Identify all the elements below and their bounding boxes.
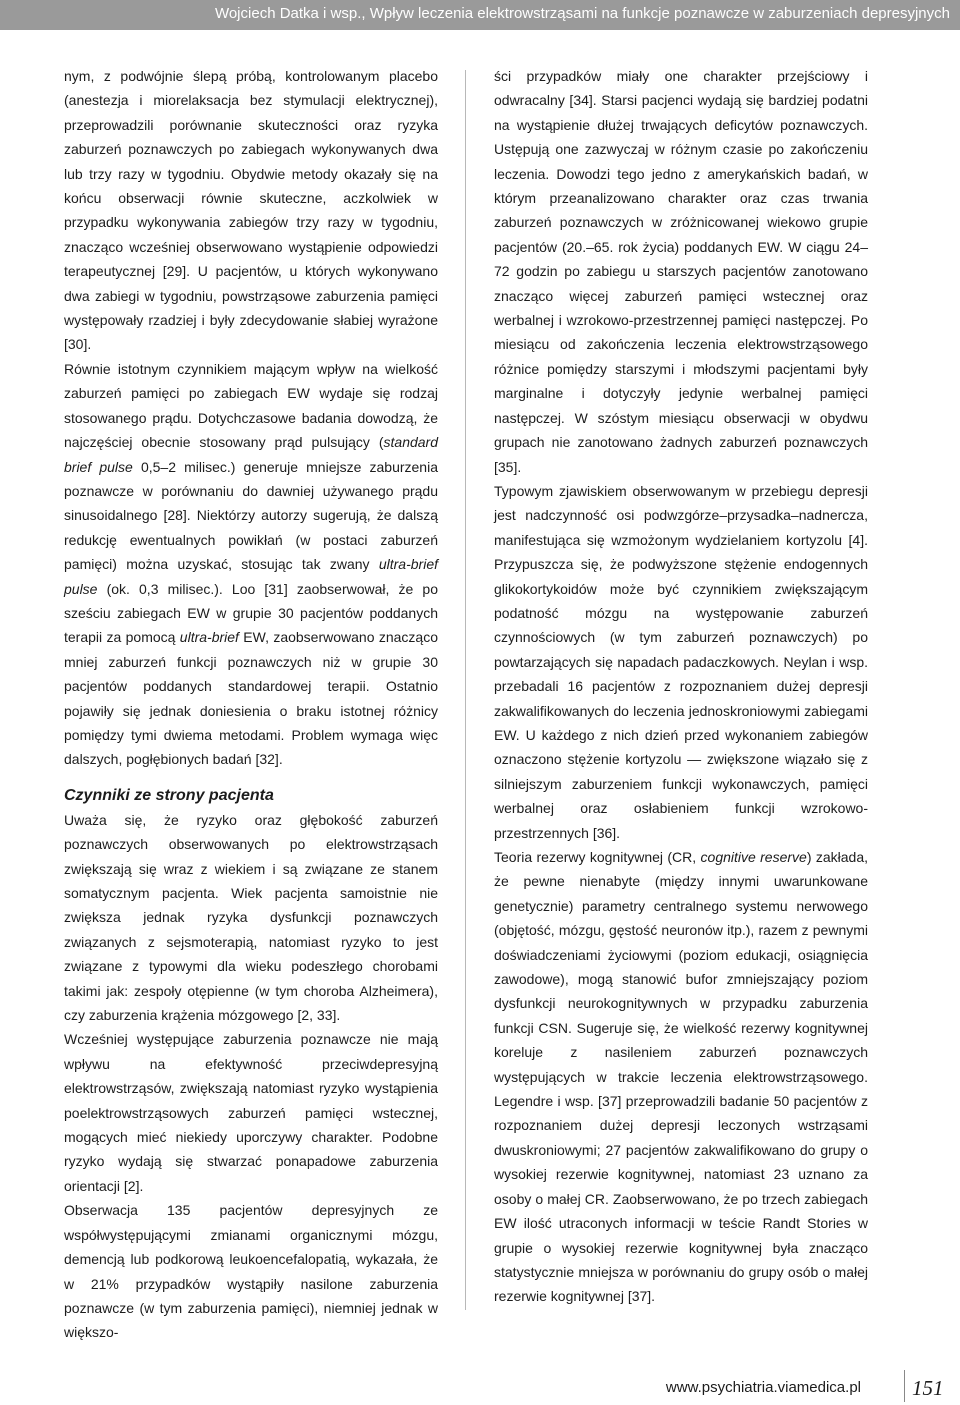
paragraph: Obserwacja 135 pacjentów depresyjnych ze współwystępującymi zmianami organicznymi mózgu, demencją lub podkorową leukoencefalopatią, wykazała, że w 21% przypadków wystąpiły nasilone zaburzenia poznawcze (w tym zaburzenia pamięci), niemniej jednak w większo- — [64, 1202, 438, 1341]
section-heading: Czynniki ze strony pacjenta — [64, 786, 274, 804]
paragraph: Typowym zjawiskiem obserwowanym w przebiegu depresji jest nadczynność osi podwzgórze–przysadka–nadnercza, manifestująca się wzmożonym wydzielaniem kortyzolu [4]. Przypuszcza się, że podwyższone stężenie endogennych glikokortykoidów może być czynnikiem zwiększającym podatność mózgu na występowanie zaburzeń czynnościowych (w tym zaburzeń poznawczych) po powtarzających się napadach padaczkowych. Neylan i wsp. przebadali 16 pacjentów z rozpoznaniem dużej depresji zakwalifikowanych do leczenia jednoskroniowymi zabiegami EW. U każdego z nich dzień przed wykonaniem zabiegów oznaczono stężenie kortyzolu — zwiększone wiązało się z silniejszym zaburzeniem funkcji wykonawczych, pamięci werbalnej oraz osłabieniem funkcji wzrokowo-przestrzennych [36]. — [494, 482, 868, 841]
journal-url[interactable]: www.psychiatria.viamedica.pl — [665, 1379, 861, 1396]
footer-separator — [904, 1370, 905, 1402]
term-cognitive-reserve: cognitive reserve — [700, 849, 807, 865]
paragraph: Równie istotnym czynnikiem mającym wpływ na wielkość zaburzeń pamięci po zabiegach EW wydaje się rodzaj stosowanego prądu. Dotychczasowe badania dowodzą, że najczęściej obecnie stosowany prąd pulsujący (standard brief pulse 0,5–2 milisec.) generuje mniejsze zaburzenia poznawcze w porównaniu do dawniej używanego prądu sinusoidalnego [28]. Niektórzy autorzy sugerują, że dalszą redukcję ewentualnych powikłań (w postaci zaburzeń pamięci) można uzyskać, stosując tak zwany ultra-brief pulse (ok. 0,3 milisec.). Loo [31] zaobserwował, że po sześciu zabiegach EW w grupie 30 pacjentów poddanych terapii za pomocą ultra-brief EW, zaobserwowano znacząco mniej zaburzeń funkcji poznawczych niż w grupie 30 pacjentów poddanych standardowej terapii. Ostatnio pojawiły się jednak doniesienia o braku istotnej różnicy pomiędzy tymi dwiema metodami. Problem wymaga więc dalszych, pogłębionych badań [32]. — [64, 360, 438, 768]
running-title: Wojciech Datka i wsp., Wpływ leczenia elektrowstrząsami na funkcje poznawcze w zaburzeniach depresyjnych — [214, 5, 950, 22]
term-ultra-brief: ultra-brief — [179, 629, 239, 646]
term-ultra-brief-pulse: ultra-brief pulse — [64, 556, 438, 597]
right-column — [494, 64, 868, 1309]
page-number: 151 — [912, 1376, 944, 1400]
paragraph: Teoria rezerwy kognitywnej (CR, cognitive reserve) zakłada, że pewne nienabyte (między innymi uwarunkowane genetycznie) parametry centralnego systemu nerwowego (objętość, mózgu, gęstość neuronów itp.), razem z pewnymi doświadczeniami życiowymi (poziom edukacji, osiągnięcia zawodowe), mogą stanowić bufor zmniejszający poziom dysfunkcji neurokognitywnych w przypadku zaburzenia funkcji CSN. Sugeruje się, że wielkość rezerwy kognitywnej koreluje z nasileniem zaburzeń poznawczych występujących w trakcie leczenia elektrowstrząsowego. Legendre i wsp. [37] przeprowadzili badanie 50 pacjentów z rozpoznaniem dużej depresji leczonych wstrząsami dwuskroniowymi; 27 pacjentów zakwalifikowano do grupy o wysokiej rezerwie kognitywnej, natomiast 23 uznano za osoby o małej CR. Zaobserwowano, że po trzech zabiegach EW ilość utraconych informacji w teście Randt Stories w grupie o wysokiej rezerwie kognitywnej była znacząco statystycznie mniejsza w porównaniu do grupy osób o małej rezerwie kognitywnej [37]. — [494, 849, 869, 1305]
paragraph: nym, z podwójnie ślepą próbą, kontrolowanym placebo (anestezja i miorelaksacja bez stymulacji elektrycznej), przeprowadzili porównanie skuteczności oraz ryzyka zaburzeń poznawczych po zabiegach wykonywanych dwa lub trzy razy w tygodniu. Obydwie metody okazały się na końcu obserwacji równie skuteczne, aczkolwiek w przypadku wykonywania zabiegów trzy razy w tygodniu, znacząco wcześniej obserwowano wystąpienie odpowiedzi terapeutycznej [29]. U pacjentów, u których wykonywano dwa zabiegi w tygodniu, powstrząsowe zaburzenia pamięci występowały rzadziej i były zdecydowanie słabiej wyrażone [30]. — [64, 68, 438, 353]
left-column — [64, 64, 438, 1345]
paragraph: ści przypadków miały one charakter przejściowy i odwracalny [34]. Starsi pacjenci wydają się bardziej podatni na wystąpienie dłużej trwających deficytów poznawczych. Ustępują one zazwyczaj w różnym czasie po zakończeniu leczenia. Dowodzi tego jedno z amerykańskich badań, w którym przeanalizowano charakter oraz czas trwania zaburzeń poznawczych w zróżnicowanej wiekowo grupie pacjentów (20.–65. rok życia) poddanych EW. W ciągu 24–72 godzin po zabiegu u starszych pacjentów zanotowano znacząco więcej zaburzeń pamięci wstecznej oraz werbalnej i wzrokowo-przestrzennej pamięci następczej. Po miesiącu od zakończenia leczenia elektrowstrząsowego różnice pomiędzy starszymi i młodszymi pacjentami były marginalne i dotyczyły jedynie werbalnej pamięci następczej. W szóstym miesiącu obserwacji w obydwu grupach nie zanotowano żadnych zaburzeń poznawczych [35]. — [494, 68, 868, 475]
running-header-bar — [0, 0, 960, 30]
paragraph: Uważa się, że ryzyko oraz głębokość zaburzeń poznawczych obserwowanych po elektrowstrząsach zwiększają się wraz z wiekiem i są związane ze stanem somatycznym pacjenta. Wiek pacjenta samoistnie nie zwiększa jednak ryzyka dysfunkcji poznawczych związanych z sejsmoterapią, natomiast ryzyko to jest związane z typowymi dla wieku podeszłego chorobami takimi jak: zespoły otępienne (w tym choroba Alzheimera), czy zaburzenia krążenia mózgowego [2, 33]. — [64, 811, 438, 1024]
paragraph: Wcześniej występujące zaburzenia poznawcze nie mają wpływu na efektywność przeciwdepresyjną elektrowstrząsów, zwiększają natomiast ryzyko wystąpienia poelektrowstrząsowych zaburzeń pamięci wstecznej, mogących mieć niekiedy uporczywy charakter. Podobne ryzyko wydają się stwarzać ponapadowe zaburzenia orientacji [2]. — [64, 1031, 438, 1194]
term-standard-brief-pulse: standard brief pulse — [64, 434, 438, 475]
column-divider — [465, 70, 466, 1310]
